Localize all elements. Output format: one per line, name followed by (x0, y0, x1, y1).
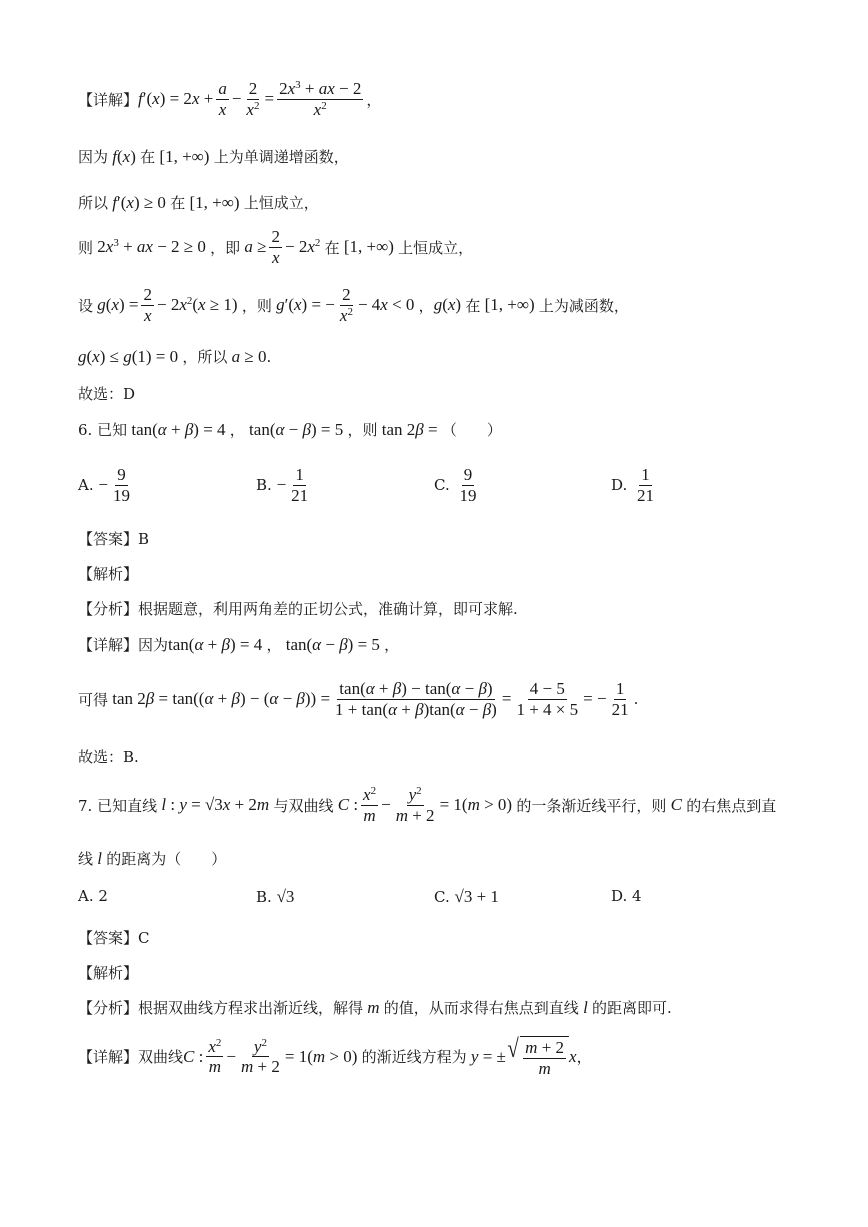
q6-analysis: 【分析】根据题意，利用两角差的正切公式，准确计算，即可求解. (78, 600, 518, 618)
q6-answer: 【答案】B (78, 530, 150, 548)
q6-option-a: A. − $\frac{9}{19}$ (78, 465, 130, 505)
q6-option-c: C. $\frac{9}{19}$ (434, 465, 477, 505)
q7-analysis: 【分析】根据双曲线方程求出渐近线，解得 m 的值，从而求得右焦点到直线 l 的距离即可. (78, 997, 672, 1017)
solution-line-5: 设 g(x) = $\frac{2}{x}$ − $2x^2(x \ge 1)$ ，则 g′(x) = − $\frac{2}{x^2}$ − 4x < 0 ， g(x) 在 [1, +∞) 上为减函数， (78, 285, 629, 325)
q7-analysis-tag: 【解析】 (78, 964, 139, 982)
q6-analysis-tag: 【解析】 (78, 565, 139, 583)
q6-option-d: D. $\frac{1}{21}$ (611, 465, 655, 505)
q7-detail-1: 【详解】双曲线 C : $\frac{x^2}{m}$ − $\frac{y^2}{m + 2}$ = 1(m > 0) 的渐近线方程为 y = ± √ $\frac{m + 2}{m}$ x ， (78, 1034, 592, 1078)
question-6: 6. 已知 tan(α + β) = 4 ， tan(α − β) = 5 ，则 tan 2β = （ ） (78, 419, 502, 439)
q6-detail-2: 可得 tan 2β = tan((α + β) − (α − β)) = $\frac{\tan(\alpha + \beta) - \tan(\alpha - \beta)}{1 + \tan(\alpha + \beta)\tan(\alpha - \beta)}$ = $\frac{4 - 5}{1 + 4 \times 5}$ = − $\frac{1}{21}$ . (78, 679, 639, 719)
solution-line-3: 所以 f′(x) ≥ 0 在 [1, +∞) 上恒成立， (78, 192, 319, 212)
q7-option-a: A. 2 (78, 887, 108, 905)
question-7-line-2: 线 l 的距离为（ ） (78, 848, 227, 868)
solution-line-6: g(x) ≤ g(1) = 0 ，所以 a ≥ 0 . (78, 346, 272, 366)
solution-line-1: 【详解】 f′(x) = 2x + $\frac{a}{x}$ − $\frac{2}{x^2}$ = $\frac{2x^3 + ax - 2}{x^2}$ ， (78, 79, 382, 119)
tag-detail: 【详解】 (78, 90, 139, 109)
q7-option-b: B. √3 (256, 887, 295, 906)
q7-answer: 【答案】C (78, 929, 150, 947)
q6-answer-choice: 故选：B. (78, 748, 139, 766)
question-7-line-1: 7. 已知直线 l : y = √3x + 2m 与双曲线 C : $\frac{x^2}{m}$ − $\frac{y^2}{m + 2}$ = 1(m > 0) 的一条渐近线平行，则 C 的右焦点到直 (78, 785, 777, 825)
solution-line-4: 则 $2x^3$ + ax − 2 ≥ 0 ，即 a ≥ $\frac{2}{x}$ − $2x^2$ 在 [1, +∞) 上恒成立， (78, 227, 474, 267)
answer-choice-5: 故选：D (78, 385, 136, 403)
q6-option-b: B. − $\frac{1}{21}$ (256, 465, 309, 505)
q7-option-d: D. 4 (611, 887, 642, 905)
solution-line-2: 因为 f(x) 在 [1, +∞) 上为单调递增函数， (78, 146, 349, 166)
q7-option-c: C. √3 + 1 (434, 887, 499, 906)
q6-detail-1: 【详解】因为 tan(α + β) = 4 ， tan(α − β) = 5 ， (78, 634, 400, 654)
